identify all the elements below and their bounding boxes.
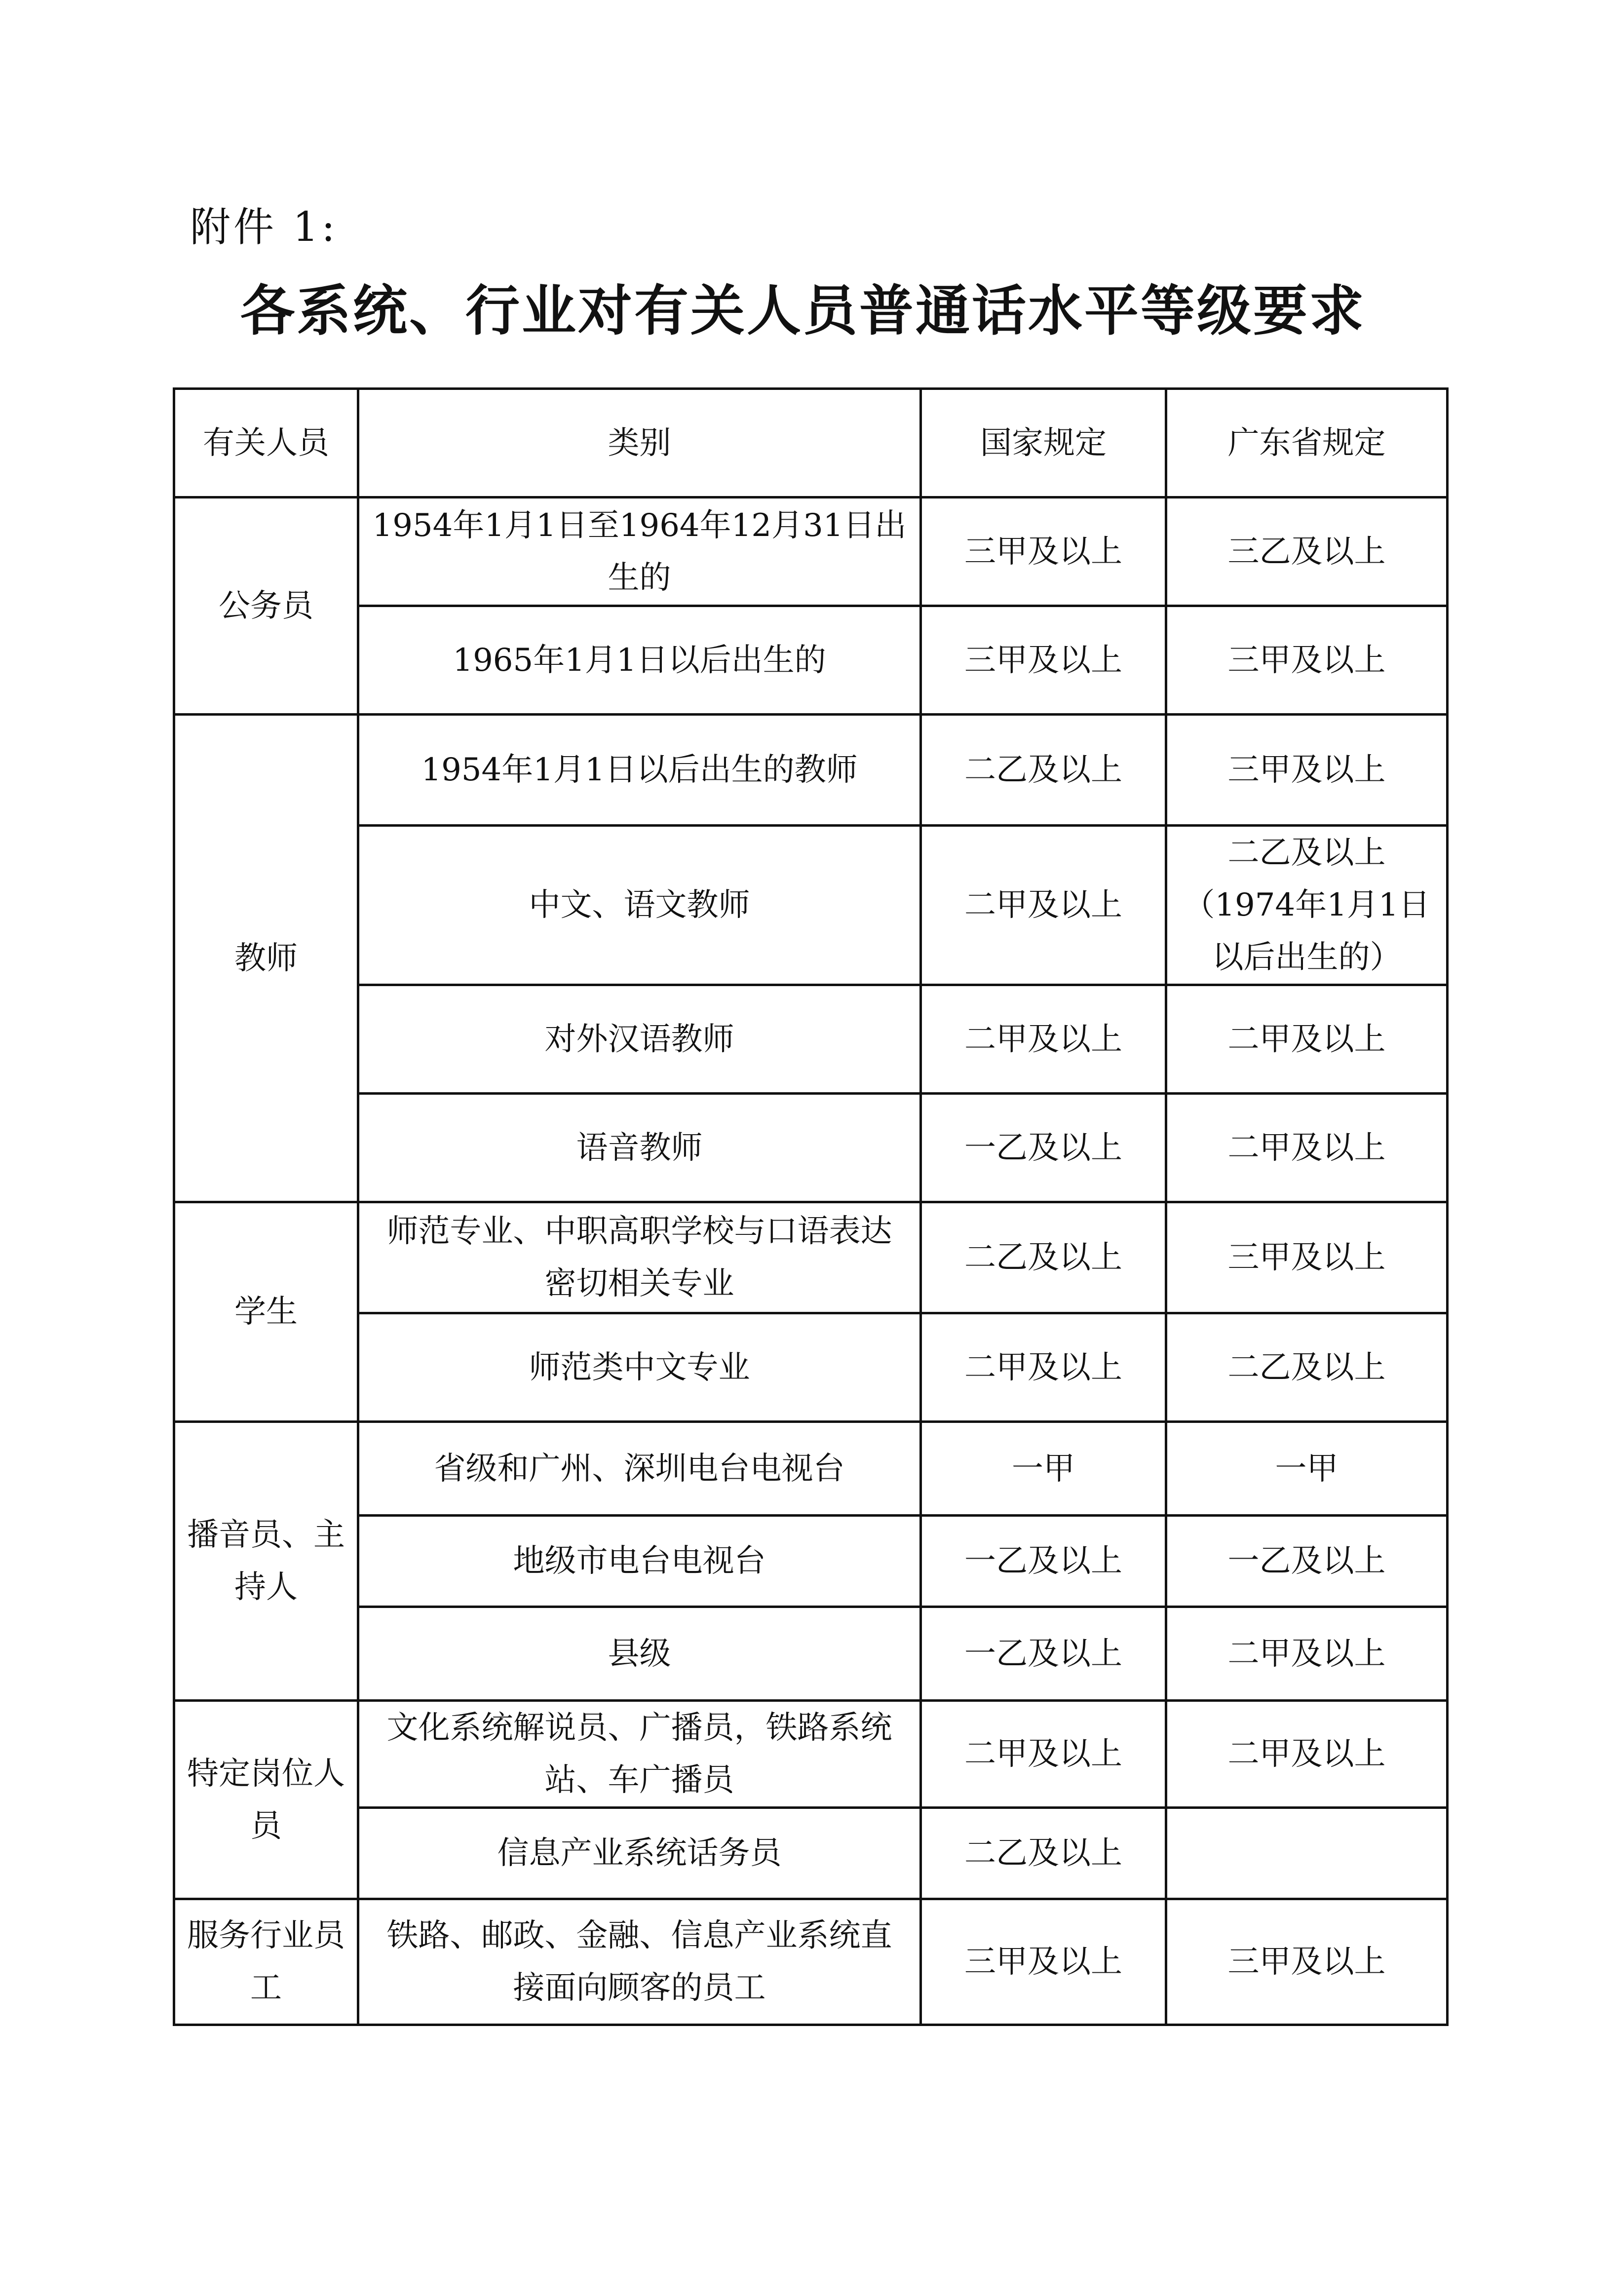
guangdong-cell: 二甲及以上 [1166, 985, 1448, 1094]
category-cell: 省级和广州、深圳电台电视台 [358, 1422, 921, 1516]
guangdong-cell: 一乙及以上 [1166, 1516, 1448, 1607]
table-row [174, 1516, 1448, 1607]
group-cell-service-staff: 服务行业员工 [174, 1899, 358, 2025]
table-row [174, 497, 1448, 606]
guangdong-cell: 三乙及以上 [1166, 497, 1448, 606]
header-category: 类别 [358, 389, 921, 497]
guangdong-cell: 二乙及以上（1974年1月1日以后出生的） [1166, 826, 1448, 985]
national-cell: 三甲及以上 [921, 1899, 1166, 2025]
category-cell: 文化系统解说员、广播员，铁路系统站、车广播员 [358, 1701, 921, 1808]
guangdong-cell: 三甲及以上 [1166, 606, 1448, 715]
national-cell: 二甲及以上 [921, 826, 1166, 985]
table-row [174, 1202, 1448, 1313]
guangdong-cell: 三甲及以上 [1166, 1202, 1448, 1313]
group-cell-teacher: 教师 [174, 715, 358, 1202]
table-row [174, 826, 1448, 985]
header-national: 国家规定 [921, 389, 1166, 497]
guangdong-cell: 二甲及以上 [1166, 1094, 1448, 1202]
national-cell: 一乙及以上 [921, 1094, 1166, 1202]
national-cell: 三甲及以上 [921, 497, 1166, 606]
category-cell: 1965年1月1日以后出生的 [358, 606, 921, 715]
table-row [174, 606, 1448, 715]
table-row [174, 1701, 1448, 1808]
category-cell: 信息产业系统话务员 [358, 1808, 921, 1899]
category-cell: 师范专业、中职高职学校与口语表达密切相关专业 [358, 1202, 921, 1313]
table-row [174, 1607, 1448, 1701]
guangdong-cell: 三甲及以上 [1166, 715, 1448, 826]
category-cell: 铁路、邮政、金融、信息产业系统直接面向顾客的员工 [358, 1899, 921, 2025]
category-cell: 1954年1月1日至1964年12月31日出生的 [358, 497, 921, 606]
guangdong-cell: 二乙及以上 [1166, 1313, 1448, 1422]
table-row [174, 985, 1448, 1094]
guangdong-cell [1166, 1808, 1448, 1899]
guangdong-cell: 二甲及以上 [1166, 1701, 1448, 1808]
category-cell: 县级 [358, 1607, 921, 1701]
header-group: 有关人员 [174, 389, 358, 497]
table-row [174, 1422, 1448, 1516]
attachment-label: 附件 1: [190, 204, 338, 251]
guangdong-cell: 二甲及以上 [1166, 1607, 1448, 1701]
table-row [174, 1808, 1448, 1899]
category-cell: 师范类中文专业 [358, 1313, 921, 1422]
national-cell: 二甲及以上 [921, 985, 1166, 1094]
national-cell: 一乙及以上 [921, 1607, 1166, 1701]
national-cell: 二乙及以上 [921, 715, 1166, 826]
document-title: 各系统、行业对有关人员普通话水平等级要求 [240, 279, 1366, 343]
category-cell: 语音教师 [358, 1094, 921, 1202]
national-cell: 一甲 [921, 1422, 1166, 1516]
national-cell: 二乙及以上 [921, 1202, 1166, 1313]
header-row [174, 389, 1448, 497]
national-cell: 三甲及以上 [921, 606, 1166, 715]
guangdong-cell: 一甲 [1166, 1422, 1448, 1516]
requirements-table [173, 387, 1449, 2026]
category-cell: 地级市电台电视台 [358, 1516, 921, 1607]
national-cell: 一乙及以上 [921, 1516, 1166, 1607]
table-row [174, 1899, 1448, 2025]
table-row [174, 1094, 1448, 1202]
header-guangdong: 广东省规定 [1166, 389, 1448, 497]
national-cell: 二乙及以上 [921, 1808, 1166, 1899]
group-cell-specific-post: 特定岗位人员 [174, 1701, 358, 1899]
table-row [174, 715, 1448, 826]
group-cell-student: 学生 [174, 1202, 358, 1422]
category-cell: 中文、语文教师 [358, 826, 921, 985]
category-cell: 1954年1月1日以后出生的教师 [358, 715, 921, 826]
category-cell: 对外汉语教师 [358, 985, 921, 1094]
table-row [174, 1313, 1448, 1422]
guangdong-cell: 三甲及以上 [1166, 1899, 1448, 2025]
group-cell-broadcaster: 播音员、主持人 [174, 1422, 358, 1701]
national-cell: 二甲及以上 [921, 1701, 1166, 1808]
group-cell-civil-servant: 公务员 [174, 497, 358, 715]
national-cell: 二甲及以上 [921, 1313, 1166, 1422]
